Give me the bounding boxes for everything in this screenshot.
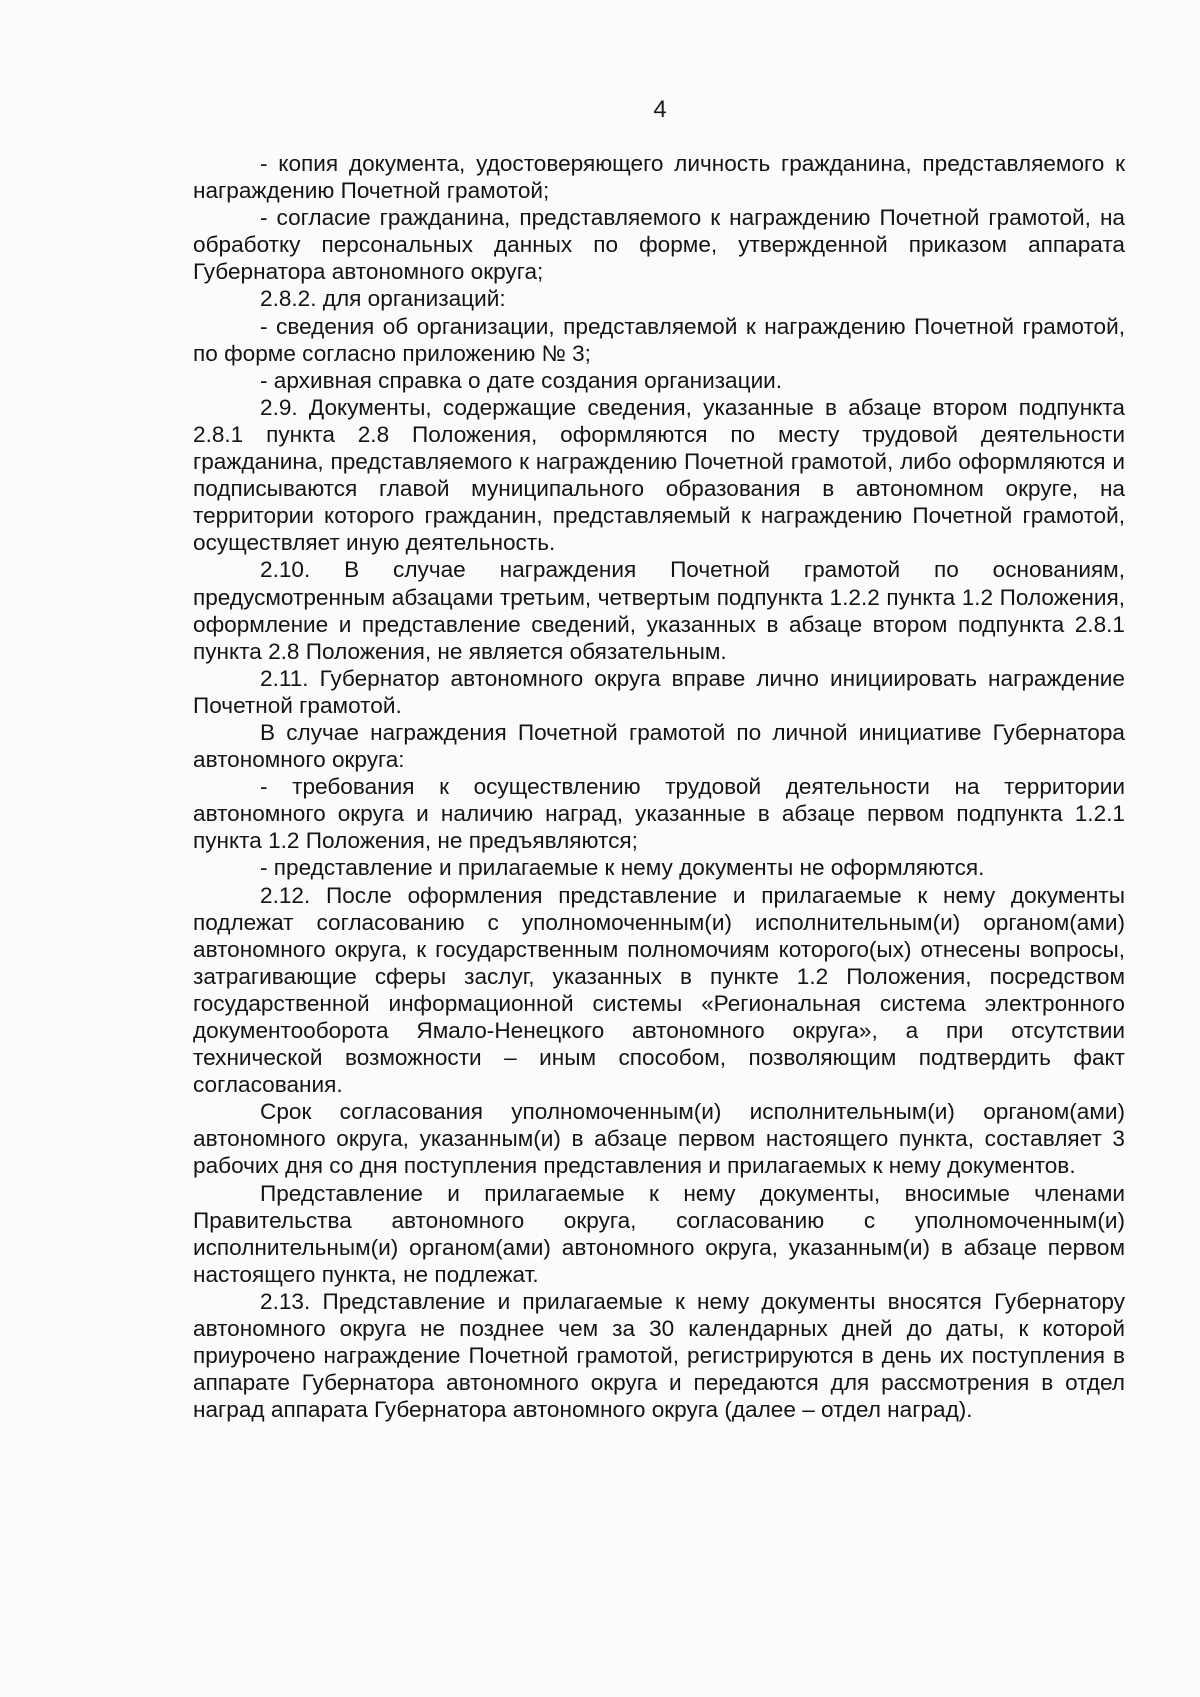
paragraph-2-8-2: 2.8.2. для организаций:: [260, 286, 506, 312]
paragraph-2-10: 2.10. В случае награждения Почетной грамотой по основаниям, предусмотренным абзацами третьим, четвертым подпункта 1.2.2 пункта 1.2 Положения, оформление и представление сведений, указанных в абзаце втором подпункта 2.8.1 пункта 2.8 Положения, не является обязательным.: [193, 557, 1125, 664]
paragraph-organization-info: - сведения об организации, представляемой к награждению Почетной грамотой, по форме согласно приложению № 3;: [193, 313, 1125, 366]
document-body: [193, 150, 1125, 1423]
paragraph-2-9: 2.9. Документы, содержащие сведения, указанные в абзаце втором подпункта 2.8.1 пункта 2.8 Положения, оформляются по месту трудовой деятельности гражданина, представляемого к награждению Почетной грамотой, либо оформляются и подписываются главой муниципального образования в автономном округе, на территории которого гражданин, представляемый к награждению Почетной грамотой, осуществляет иную деятельность.: [193, 394, 1125, 556]
paragraph-2-12: 2.12. После оформления представление и прилагаемые к нему документы подлежат согласованию с уполномоченным(и) исполнительным(и) органом(ами) автономного округа, к государственным полномочиям которого(ых) отнесены вопросы, затрагивающие сферы заслуг, указанных в пункте 1.2 Положения, посредством государственной информационной системы «Региональная система электронного документооборота Ямало-Ненецкого автономного округа», а при отсутствии технической возможности – иным способом, позволяющим подтвердить факт согласования.: [193, 882, 1125, 1098]
paragraph-consent-personal-data: - согласие гражданина, представляемого к награждению Почетной грамотой, на обработку персональных данных по форме, утвержденной приказом аппарата Губернатора автономного округа;: [193, 205, 1125, 285]
page-number: 4: [653, 96, 667, 123]
paragraph-personal-initiative: В случае награждения Почетной грамотой по личной инициативе Губернатора автономного округа:: [193, 719, 1125, 773]
paragraph-approval-period: Срок согласования уполномоченным(и) исполнительным(и) органом(ами) автономного округа, указанным(и) в абзаце первом настоящего пункта, составляет 3 рабочих дня со дня поступления представления и прилагаемых к нему документов.: [193, 1099, 1125, 1179]
paragraph-copy-id-document: - копия документа, удостоверяющего личность гражданина, представляемого к награждению Почетной грамотой;: [193, 151, 1125, 204]
paragraph-documents-not-prepared: - представление и прилагаемые к нему документы не оформляются.: [260, 855, 985, 881]
paragraph-2-11: 2.11. Губернатор автономного округа вправе лично инициировать награждение Почетной грамотой.: [193, 665, 1125, 718]
paragraph-requirements-not-applied: - требования к осуществлению трудовой деятельности на территории автономного округа и наличию наград, указанные в абзаце первом подпункта 1.2.1 пункта 1.2 Положения, не предъявляются;: [193, 774, 1125, 854]
paragraph-2-13: 2.13. Представление и прилагаемые к нему документы вносятся Губернатору автономного округа не позднее чем за 30 календарных дней до даты, к которой приурочено награждение Почетной грамотой, регистрируются в день их поступления в аппарате Губернатора автономного округа и передаются для рассмотрения в отдел наград аппарата Губернатора автономного округа (далее – отдел наград).: [193, 1288, 1125, 1423]
paragraph-government-members: Представление и прилагаемые к нему документы, вносимые членами Правительства автономного округа, согласованию с уполномоченным(и) исполнительным(и) органом(ами) автономного округа, указанным(и) в абзаце первом настоящего пункта, не подлежат.: [193, 1180, 1125, 1287]
paragraph-archive-reference: - архивная справка о дате создания организации.: [260, 367, 783, 393]
